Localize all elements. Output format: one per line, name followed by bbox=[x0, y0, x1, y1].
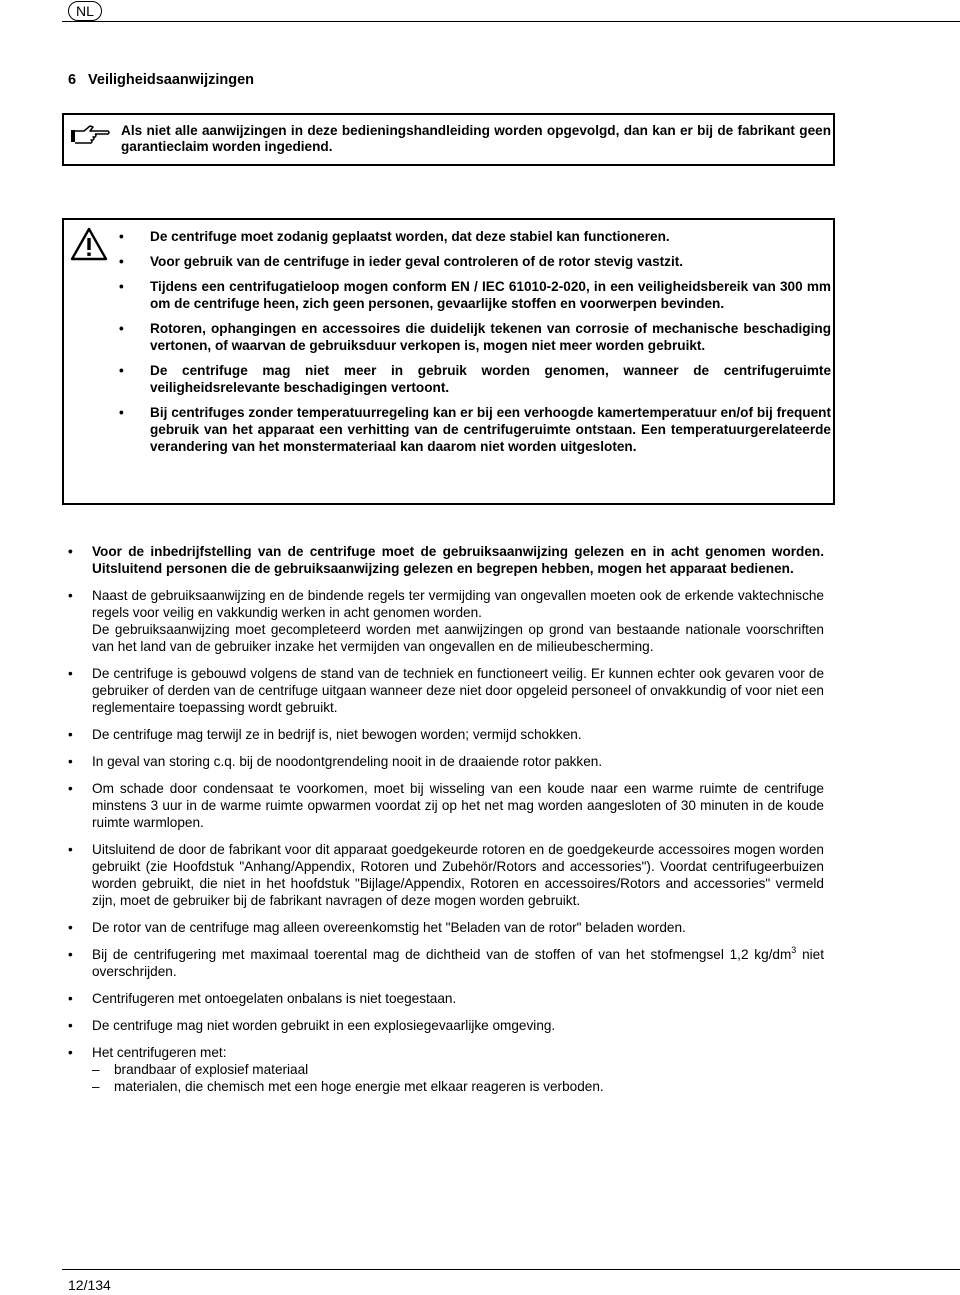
list-item-lead: Het centrifugeren met: bbox=[92, 1045, 227, 1060]
list-item bbox=[68, 1044, 824, 1095]
list-item: • Centrifugeren met ontoegelaten onbalans is niet toegestaan. bbox=[68, 990, 824, 1007]
notice-box bbox=[62, 113, 835, 166]
superscript: 3 bbox=[791, 945, 797, 955]
list-item-paragraph: • Naast de gebruiksaanwijzing en de bindende regels ter vermijding van ongevallen moeten ook de erkende vaktechnische regels voor veilig en vakkundig werken in acht genomen worden. bbox=[92, 588, 824, 620]
sub-list-item: – materialen, die chemisch met een hoge energie met elkaar reageren is verboden. bbox=[92, 1078, 824, 1095]
section-heading bbox=[68, 72, 254, 88]
list-item: • Om schade door condensaat te voorkomen, moet bij wisseling van een koude naar een warme ruimte de centrifuge minstens 3 uur in de warme ruimte opwarmen voordat zij op het net mag worden aangesloten of 30 minuten in de koude ruimte warmlopen. bbox=[68, 780, 824, 831]
density-text: Bij de centrifugering met maximaal toerental mag de dichtheid van de stoffen of van het stofmengsel 1,2 kg/dm bbox=[92, 947, 792, 962]
list-item: • De rotor van de centrifuge mag alleen overeenkomstig het "Beladen van de rotor" beladen worden. bbox=[68, 919, 824, 936]
list-item-paragraph: De gebruiksaanwijzing moet gecompleteerd worden met aanwijzingen op grond van bestaande nationale voorschriften van het land van de gebruiker inzake het vermijden van ongevallen en de milieubescherming. bbox=[92, 622, 824, 654]
language-badge: NL bbox=[68, 1, 102, 21]
list-item: • De centrifuge mag niet worden gebruikt in een explosiegevaarlijke omgeving. bbox=[68, 1017, 824, 1034]
section-number: 6 bbox=[68, 72, 77, 88]
warning-item: • Bij centrifuges zonder temperatuurregeling kan er bij een verhoogde kamertemperatuur en/of bij frequent gebruik van het apparaat een verhitting van de centrifugeruimte ontstaan. Een temperatuurgerelateerde verandering van het monstermateriaal kan daarom niet worden uitgesloten. bbox=[119, 404, 831, 455]
warning-list bbox=[119, 228, 831, 463]
safety-instructions-list bbox=[68, 543, 824, 1105]
page-number: 12/134 bbox=[68, 1277, 111, 1293]
warning-box bbox=[62, 218, 835, 505]
list-item: • De centrifuge is gebouwd volgens de stand van de techniek en functioneert veilig. Er kunnen echter ook gevaren voor de gebruiker of derden van de centrifuge uitgaan wanneer deze niet door opgeleid personeel of onvakkundig of voor niet een reglementaire toepassing wordt gebruikt. bbox=[68, 665, 824, 716]
warning-item: • Voor gebruik van de centrifuge in ieder geval controleren of de rotor stevig vastzit. bbox=[119, 253, 831, 270]
sub-list bbox=[92, 1061, 824, 1095]
warning-item: • De centrifuge mag niet meer in gebruik worden genomen, wanneer de centrifugeruimte veiligheidsrelevante beschadigingen vertoont. bbox=[119, 362, 831, 396]
notice-text: Als niet alle aanwijzingen in deze bedieningshandleiding worden opgevolgd, dan kan er bij de fabrikant geen garantieclaim worden ingediend. bbox=[121, 123, 831, 154]
section-title: Veiligheidsaanwijzingen bbox=[88, 72, 255, 88]
warning-item: • Tijdens een centrifugatieloop mogen conform EN / IEC 61010-2-020, in een veiligheidsbereik van 300 mm om de centrifuge heen, zich geen personen, gevaarlijke stoffen en voorwerpen bevinden. bbox=[119, 278, 831, 312]
sub-list-item: – brandbaar of explosief materiaal bbox=[92, 1061, 824, 1078]
warning-item: • Rotoren, ophangingen en accessoires die duidelijk tekenen van corrosie of mechanische beschadiging vertonen, of waarvan de gebruiksduur verkopen is, mogen niet meer worden gebruikt. bbox=[119, 320, 831, 354]
list-item bbox=[68, 587, 824, 655]
list-item bbox=[68, 946, 824, 980]
footer-rule bbox=[62, 1269, 960, 1270]
list-item: • Uitsluitend de door de fabrikant voor dit apparaat goedgekeurde rotoren en de goedgekeurde accessoires mogen worden gebruikt (zie Hoofdstuk "Anhang/Appendix, Rotoren und Zubehör/Rotors and accessories"). Voordat centrifugeerbuizen worden gebruikt, die niet in het hoofdstuk "Bijlage/Appendix, Rotoren en accessoires/Rotors and accessories" vermeld zijn, moet de gebruiker bij de fabrikant navragen of deze mogen worden gebruikt. bbox=[68, 841, 824, 909]
list-item: • De centrifuge mag terwijl ze in bedrijf is, niet bewogen worden; vermijd schokken. bbox=[68, 726, 824, 743]
pointing-hand-icon bbox=[70, 123, 110, 145]
list-item: • In geval van storing c.q. bij de noodontgrendeling nooit in de draaiende rotor pakken. bbox=[68, 753, 824, 770]
density-text-end: niet overschrijden. bbox=[92, 947, 825, 979]
warning-triangle-icon bbox=[70, 227, 108, 261]
warning-item: • De centrifuge moet zodanig geplaatst worden, dat deze stabiel kan functioneren. bbox=[119, 228, 831, 245]
header-rule bbox=[62, 21, 960, 22]
list-item: • Voor de inbedrijfstelling van de centrifuge moet de gebruiksaanwijzing gelezen en in acht genomen worden. Uitsluitend personen die de gebruiksaanwijzing gelezen en begrepen hebben, mogen het apparaat bedienen. bbox=[68, 543, 824, 577]
